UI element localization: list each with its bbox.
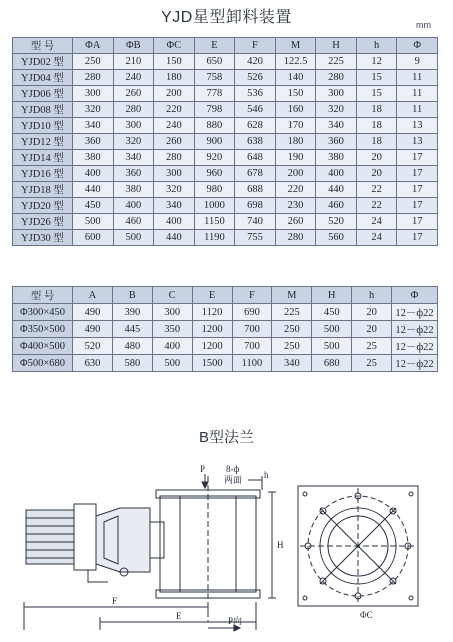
table1-header-cell: M [275, 38, 316, 54]
table2-header-row [13, 287, 438, 304]
table2-header-cell: C [152, 287, 192, 304]
value-cell: 17 [397, 230, 438, 246]
label-both-sides: 两面 [224, 475, 243, 485]
value-cell: 300 [154, 166, 195, 182]
value-cell: 400 [316, 166, 357, 182]
value-cell: 1190 [194, 230, 235, 246]
value-cell: 17 [397, 198, 438, 214]
table2-header-cell: H [312, 287, 352, 304]
value-cell: 700 [232, 338, 272, 355]
value-cell: 17 [397, 150, 438, 166]
table1-header-row [13, 38, 438, 54]
model-cell: YJD30 型 [13, 230, 73, 246]
value-cell: 280 [316, 70, 357, 86]
value-cell: 1200 [192, 321, 232, 338]
table-row [13, 118, 438, 134]
table-row [13, 166, 438, 182]
label-F: F [112, 596, 118, 606]
value-cell: 22 [356, 198, 397, 214]
value-cell: 500 [113, 230, 154, 246]
model-cell: YJD18 型 [13, 182, 73, 198]
value-cell: 700 [232, 321, 272, 338]
value-cell: 18 [356, 102, 397, 118]
table1-header-cell: ΦB [113, 38, 154, 54]
table-row [13, 182, 438, 198]
table-row [13, 198, 438, 214]
table-row [13, 134, 438, 150]
value-cell: 24 [356, 230, 397, 246]
model-cell: YJD04 型 [13, 70, 73, 86]
label-H: H [277, 540, 284, 550]
value-cell: 300 [316, 86, 357, 102]
value-cell: 490 [73, 304, 113, 321]
value-cell: 980 [194, 182, 235, 198]
value-cell: 380 [113, 182, 154, 198]
value-cell: 630 [73, 355, 113, 372]
value-cell: 320 [316, 102, 357, 118]
label-E: E [176, 611, 182, 621]
model-cell: YJD14 型 [13, 150, 73, 166]
value-cell: 740 [235, 214, 276, 230]
spec-table-round [12, 37, 438, 246]
value-cell: 18 [356, 118, 397, 134]
value-cell: 12 [356, 54, 397, 70]
value-cell: 340 [272, 355, 312, 372]
value-cell: 560 [316, 230, 357, 246]
model-cell: YJD06 型 [13, 86, 73, 102]
value-cell: 24 [356, 214, 397, 230]
value-cell: 320 [113, 134, 154, 150]
value-cell: 360 [73, 134, 114, 150]
value-cell: 360 [316, 134, 357, 150]
table1-header-cell: Φ [397, 38, 438, 54]
value-cell: 240 [113, 70, 154, 86]
value-cell: 260 [275, 214, 316, 230]
value-cell: 546 [235, 102, 276, 118]
table1-header-cell: h [356, 38, 397, 54]
value-cell: 690 [232, 304, 272, 321]
value-cell: 450 [312, 304, 352, 321]
value-cell: 400 [73, 166, 114, 182]
value-cell: 1500 [192, 355, 232, 372]
value-cell: 17 [397, 214, 438, 230]
value-cell: 445 [112, 321, 152, 338]
value-cell: 1000 [194, 198, 235, 214]
value-cell: 13 [397, 134, 438, 150]
value-cell: 500 [312, 321, 352, 338]
value-cell: 122.5 [275, 54, 316, 70]
value-cell: 240 [154, 118, 195, 134]
value-cell: 380 [73, 150, 114, 166]
table2-header-cell: M [272, 287, 312, 304]
value-cell: 22 [356, 182, 397, 198]
table2-header-cell: F [232, 287, 272, 304]
value-cell: 678 [235, 166, 276, 182]
unit-label: mm [416, 20, 431, 30]
value-cell: 520 [73, 338, 113, 355]
model-cell: Φ500×680 [13, 355, 73, 372]
table-row [13, 230, 438, 246]
model-cell: Φ300×450 [13, 304, 73, 321]
value-cell: 500 [73, 214, 114, 230]
value-cell: 20 [356, 166, 397, 182]
model-cell: YJD16 型 [13, 166, 73, 182]
value-cell: 440 [73, 182, 114, 198]
value-cell: 526 [235, 70, 276, 86]
model-cell: YJD02 型 [13, 54, 73, 70]
value-cell: 150 [275, 86, 316, 102]
value-cell: 400 [113, 198, 154, 214]
model-cell: YJD08 型 [13, 102, 73, 118]
table2-header-cell: B [112, 287, 152, 304]
value-cell: 648 [235, 150, 276, 166]
model-cell: YJD10 型 [13, 118, 73, 134]
value-cell: 520 [316, 214, 357, 230]
value-cell: 260 [113, 86, 154, 102]
section-title-b-flange: B型法兰 [198, 429, 254, 446]
value-cell: 20 [352, 321, 392, 338]
coupling [150, 522, 164, 558]
value-cell: 220 [154, 102, 195, 118]
value-cell: 360 [113, 166, 154, 182]
value-cell: 280 [154, 150, 195, 166]
value-cell: 12－ф22 [392, 321, 438, 338]
table2-header-cell: Φ [392, 287, 438, 304]
value-cell: 1200 [192, 338, 232, 355]
value-cell: 480 [112, 338, 152, 355]
table2-header-cell: A [73, 287, 113, 304]
value-cell: 200 [154, 86, 195, 102]
value-cell: 500 [152, 355, 192, 372]
flange-end-view [298, 486, 418, 606]
value-cell: 390 [112, 304, 152, 321]
value-cell: 490 [73, 321, 113, 338]
value-cell: 680 [312, 355, 352, 372]
value-cell: 160 [275, 102, 316, 118]
value-cell: 798 [194, 102, 235, 118]
table-row [13, 86, 438, 102]
value-cell: 778 [194, 86, 235, 102]
model-cell: YJD26 型 [13, 214, 73, 230]
value-cell: 300 [73, 86, 114, 102]
value-cell: 350 [152, 321, 192, 338]
value-cell: 960 [194, 166, 235, 182]
value-cell: 340 [73, 118, 114, 134]
table1-header-cell: 型 号 [13, 38, 73, 54]
table1-header-cell: H [316, 38, 357, 54]
page-title: YJD星型卸料装置 [161, 9, 292, 26]
rotary-valve-drawing [0, 452, 453, 642]
value-cell: 260 [154, 134, 195, 150]
value-cell: 11 [397, 86, 438, 102]
value-cell: 628 [235, 118, 276, 134]
value-cell: 280 [113, 102, 154, 118]
value-cell: 225 [316, 54, 357, 70]
value-cell: 420 [235, 54, 276, 70]
value-cell: 280 [275, 230, 316, 246]
model-cell: YJD12 型 [13, 134, 73, 150]
value-cell: 250 [272, 321, 312, 338]
value-cell: 440 [154, 230, 195, 246]
table-row [13, 70, 438, 86]
table-row [13, 214, 438, 230]
value-cell: 650 [194, 54, 235, 70]
value-cell: 11 [397, 70, 438, 86]
value-cell: 460 [316, 198, 357, 214]
value-cell: 758 [194, 70, 235, 86]
value-cell: 638 [235, 134, 276, 150]
value-cell: 12－ф22 [392, 304, 438, 321]
label-phi-c: ΦC [360, 610, 373, 620]
label-p: P [200, 464, 206, 474]
table-row [13, 150, 438, 166]
model-cell: Φ400×500 [13, 338, 73, 355]
value-cell: 225 [272, 304, 312, 321]
value-cell: 25 [352, 338, 392, 355]
label-h: h [264, 470, 269, 480]
model-cell: YJD20 型 [13, 198, 73, 214]
value-cell: 755 [235, 230, 276, 246]
label-holes: 8-ф [226, 464, 240, 474]
value-cell: 1120 [192, 304, 232, 321]
value-cell: 9 [397, 54, 438, 70]
value-cell: 300 [152, 304, 192, 321]
table-row [13, 54, 438, 70]
table1-header-cell: E [194, 38, 235, 54]
value-cell: 320 [154, 182, 195, 198]
value-cell: 880 [194, 118, 235, 134]
table2-header-cell: 型 号 [13, 287, 73, 304]
value-cell: 320 [73, 102, 114, 118]
value-cell: 460 [113, 214, 154, 230]
value-cell: 400 [154, 214, 195, 230]
value-cell: 536 [235, 86, 276, 102]
table-row [13, 304, 438, 321]
value-cell: 580 [112, 355, 152, 372]
value-cell: 200 [275, 166, 316, 182]
spec-table-rect [12, 286, 438, 372]
value-cell: 25 [352, 355, 392, 372]
value-cell: 340 [154, 198, 195, 214]
value-cell: 920 [194, 150, 235, 166]
value-cell: 220 [275, 182, 316, 198]
table-row [13, 355, 438, 372]
table-row [13, 321, 438, 338]
motor-flange [74, 504, 96, 570]
value-cell: 180 [275, 134, 316, 150]
value-cell: 17 [397, 182, 438, 198]
value-cell: 440 [316, 182, 357, 198]
model-cell: Φ350×500 [13, 321, 73, 338]
table1-header-cell: ΦA [73, 38, 114, 54]
table-row [13, 338, 438, 355]
value-cell: 12－ф22 [392, 338, 438, 355]
table1-header-cell: ΦC [154, 38, 195, 54]
value-cell: 15 [356, 86, 397, 102]
value-cell: 698 [235, 198, 276, 214]
value-cell: 280 [73, 70, 114, 86]
value-cell: 18 [356, 134, 397, 150]
value-cell: 450 [73, 198, 114, 214]
table2-header-cell: h [352, 287, 392, 304]
value-cell: 400 [152, 338, 192, 355]
value-cell: 1150 [194, 214, 235, 230]
value-cell: 250 [73, 54, 114, 70]
value-cell: 13 [397, 118, 438, 134]
value-cell: 300 [113, 118, 154, 134]
value-cell: 1100 [232, 355, 272, 372]
value-cell: 12－ф22 [392, 355, 438, 372]
value-cell: 340 [113, 150, 154, 166]
table2-header-cell: E [192, 287, 232, 304]
value-cell: 11 [397, 102, 438, 118]
value-cell: 600 [73, 230, 114, 246]
value-cell: 140 [275, 70, 316, 86]
value-cell: 210 [113, 54, 154, 70]
value-cell: 340 [316, 118, 357, 134]
value-cell: 20 [356, 150, 397, 166]
label-p-direction: P向 [228, 616, 243, 626]
table-row [13, 102, 438, 118]
value-cell: 688 [235, 182, 276, 198]
value-cell: 500 [312, 338, 352, 355]
value-cell: 15 [356, 70, 397, 86]
value-cell: 250 [272, 338, 312, 355]
value-cell: 180 [154, 70, 195, 86]
value-cell: 900 [194, 134, 235, 150]
value-cell: 230 [275, 198, 316, 214]
value-cell: 150 [154, 54, 195, 70]
value-cell: 170 [275, 118, 316, 134]
value-cell: 17 [397, 166, 438, 182]
value-cell: 20 [352, 304, 392, 321]
value-cell: 380 [316, 150, 357, 166]
value-cell: 190 [275, 150, 316, 166]
table1-header-cell: F [235, 38, 276, 54]
